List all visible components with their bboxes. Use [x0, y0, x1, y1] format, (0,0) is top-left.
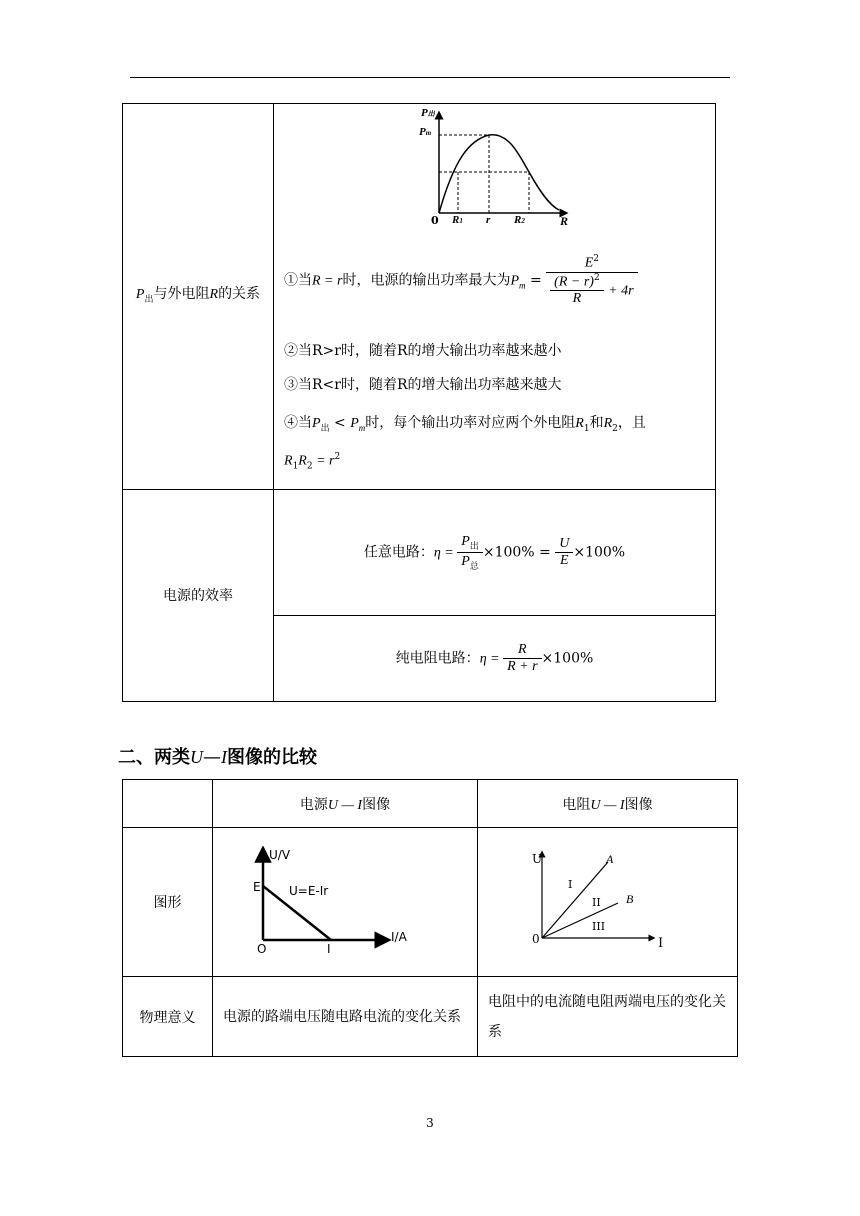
resistor-origin-label: 0 — [532, 932, 540, 946]
row-shape-label: 图形 — [123, 828, 213, 977]
source-i-label: I — [327, 942, 331, 956]
graph-r1-label: R1 — [452, 214, 463, 226]
ui-graph-table — [122, 779, 738, 1057]
power-curve-graph — [414, 110, 584, 235]
efficiency-label: 电源的效率 — [163, 587, 233, 604]
any-circuit-cell — [274, 490, 716, 616]
resistor-graph-cell — [478, 828, 738, 977]
source-ui-graph — [253, 846, 433, 966]
source-graph-cell — [213, 828, 478, 977]
efficiency-label-cell — [123, 490, 274, 702]
resistor-a-label: A — [606, 852, 614, 866]
source-origin-label: O — [257, 942, 267, 956]
section-title: 二、两类U—I图像的比较 — [118, 747, 317, 768]
pure-resistance-formula: 纯电阻电路：η = $\frac{R}{R + r}$ ×100% — [395, 642, 594, 674]
meaning-resistor: 电阻中的电流随电阻两端电压的变化关系 — [478, 977, 738, 1057]
graph-x-axis-label: R — [560, 214, 569, 228]
item-3: ③当R<r时，随着R的增大输出功率越来越大 — [284, 377, 562, 393]
pure-resistance-cell — [274, 616, 716, 702]
source-x-axis-label: I/A — [391, 930, 407, 944]
resistor-region-1-label: I — [568, 878, 573, 891]
graph-origin-label: 0 — [431, 214, 439, 227]
graph-r-label: r — [486, 214, 491, 226]
item-4-line-2: $R_1R_2 = r^2$ — [284, 452, 341, 472]
max-power-fraction: $E^2$ $\frac{(R - r)^2}{R}$ + 4r — [546, 254, 637, 307]
any-circuit-formula: 任意电路：η = $\frac{P_出}{P_总}$ ×100% = $\frac{U}{E}$ ×100% — [363, 534, 626, 572]
output-power-content-cell — [274, 104, 716, 490]
graph-pm-label: Pm — [419, 126, 432, 138]
resistor-y-axis-label: U — [532, 852, 543, 866]
power-table — [122, 103, 716, 702]
item-4: ④当$P_出 < P_m$时，每个输出功率对应两个外电阻$R_1$和$R_2$，且 — [284, 415, 646, 434]
meaning-source: 电源的路端电压随电路电流的变化关系 — [213, 977, 478, 1057]
header-empty-cell — [123, 780, 213, 828]
resistor-b-label: B — [626, 892, 634, 906]
resistor-x-axis-label: I — [658, 936, 664, 951]
header-source: 电源U — I图像 — [213, 780, 478, 828]
source-e-label: E — [253, 880, 261, 894]
header-rule — [130, 77, 730, 78]
graph-y-axis-label: P出 — [421, 107, 435, 119]
page-number: 3 — [426, 1116, 434, 1130]
output-power-label-cell — [123, 104, 274, 490]
source-y-axis-label: U/V — [269, 848, 291, 862]
graph-r2-label: R2 — [514, 214, 525, 226]
output-power-label: $P_出$与外电阻R的关系 — [135, 285, 261, 305]
resistor-region-2-label: II — [592, 896, 601, 909]
item-1: ①当R = r时，电源的输出功率最大为$P_m$ = $E^2$ $\frac{(R - r)^2}{R}$ + 4r — [284, 254, 638, 307]
header-resistor: 电阻U — I图像 — [478, 780, 738, 828]
item-2: ②当R>r时，随着R的增大输出功率越来越小 — [284, 343, 562, 359]
resistor-region-3-label: III — [592, 920, 606, 933]
source-formula-label: U=E-Ir — [289, 884, 329, 898]
row-meaning-label: 物理意义 — [123, 977, 213, 1057]
